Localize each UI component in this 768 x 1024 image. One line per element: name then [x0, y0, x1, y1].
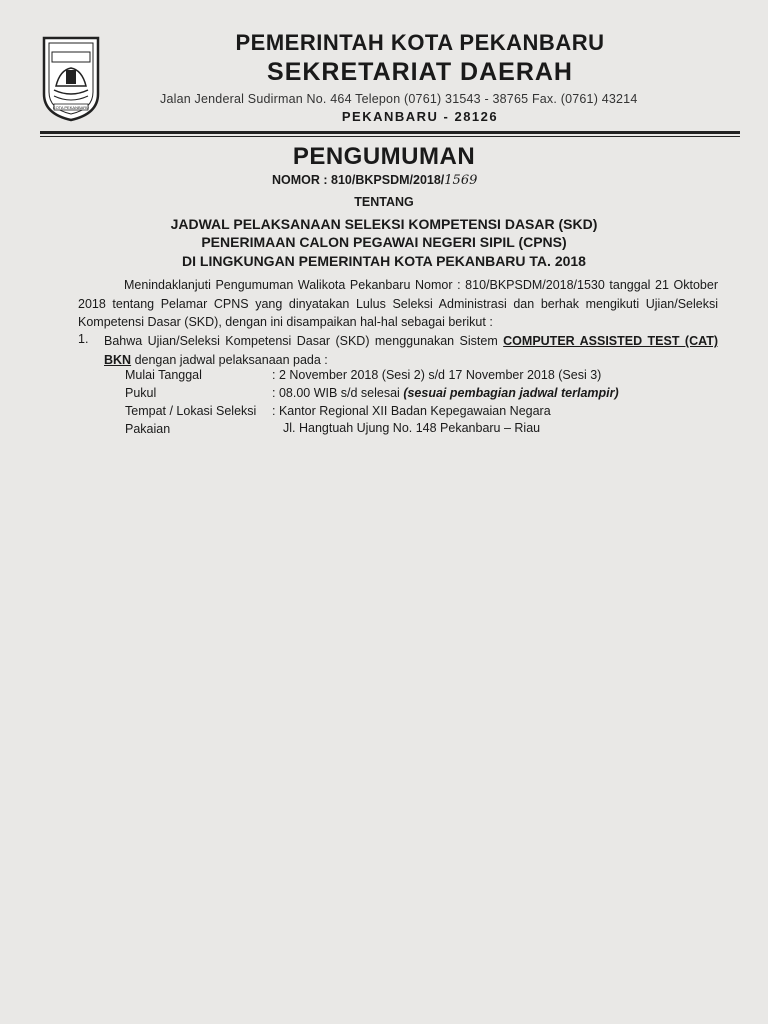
subject-line-3: DI LINGKUNGAN PEMERINTAH KOTA PEKANBARU TA. 2018: [182, 253, 586, 269]
schedule-place-label: Tempat / Lokasi Seleksi: [125, 404, 257, 418]
schedule-date-label: Mulai Tanggal: [125, 368, 202, 382]
handwritten-number: 1569: [444, 173, 478, 188]
item-1-number: 1.: [78, 332, 89, 346]
schedule-place-value-1: : Kantor Regional XII Badan Kepegawaian Negara: [272, 404, 551, 418]
office-address: Jalan Jenderal Sudirman No. 464 Telepon (0761) 31543 - 38765 Fax. (0761) 43214: [160, 92, 638, 106]
schedule-time-value: : 08.00 WIB s/d selesai (sesuai pembagian jadwal terlampir): [272, 386, 619, 400]
bkn-label: BKN: [104, 352, 132, 367]
subject-line-1: JADWAL PELAKSANAAN SELEKSI KOMPETENSI DASAR (SKD): [170, 216, 598, 232]
schedule-date-value: : 2 November 2018 (Sesi 2) s/d 17 November 2018 (Sesi 3): [272, 368, 602, 382]
announcement-title: PENGUMUMAN: [292, 143, 476, 170]
announcement-about-label: TENTANG: [354, 195, 414, 209]
subject-line-2: PENERIMAAN CALON PEGAWAI NEGERI SIPIL (CPNS): [201, 234, 567, 250]
cat-system-label: COMPUTER ASSISTED TEST (CAT): [503, 334, 718, 348]
intro-text: Menindaklanjuti Pengumuman Walikota Pekanbaru Nomor : 810/BKPSDM/2018/1530 tanggal 21 Oktober 2018 tentang Pelamar CPNS yang dinyatakan Lulus Seleksi Administrasi dan berhak mengikuti Ujian/Seleksi Kompetensi Dasar (SKD), dengan ini disampaikan hal-hal sebagai berikut :: [78, 278, 718, 329]
office-city: PEKANBARU - 28126: [341, 109, 499, 124]
announcement-number: [272, 173, 477, 188]
letterhead-divider-thin: [40, 136, 740, 137]
schedule-place-value-2: Jl. Hangtuah Ujung No. 148 Pekanbaru – Riau: [283, 421, 541, 435]
dress-code-label: Pakaian: [125, 422, 171, 436]
government-title: PEMERINTAH KOTA PEKANBARU: [235, 30, 605, 55]
schedule-time-label: Pukul: [125, 386, 157, 400]
item-1-text: Bahwa Ujian/Seleksi Kompetensi Dasar (SKD) menggunakan Sistem COMPUTER ASSISTED TEST (CAT) BKN dengan jadwal pelaksanaan pada :: [104, 334, 718, 367]
letterhead-divider: [40, 131, 740, 134]
announcement-number-prefix: NOMOR : 810/BKPSDM/2018/: [272, 173, 445, 187]
city-coat-of-arms-logo: [40, 34, 102, 122]
intro-paragraph: [78, 276, 718, 332]
logo-ribbon-text: KOTA PEKANBARU: [52, 105, 90, 110]
secretariat-title: SEKRETARIAT DAERAH: [267, 58, 573, 86]
